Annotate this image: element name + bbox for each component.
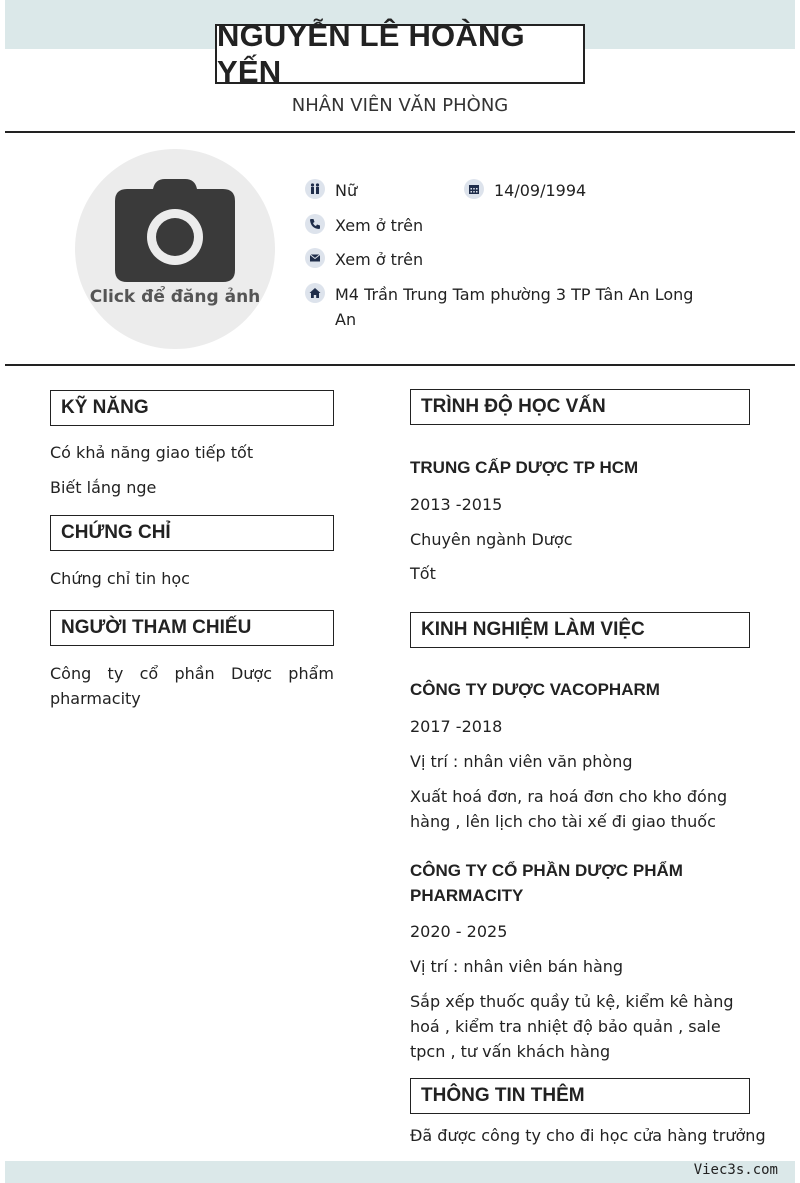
references-heading [50, 610, 334, 646]
additional-title: THÔNG TIN THÊM [421, 1085, 585, 1106]
phone-icon [305, 214, 325, 234]
additional-text: Đã được công ty cho đi học cửa hàng trưởng [410, 1126, 766, 1145]
skill-item: Biết lắng nge [50, 478, 157, 497]
address-row [305, 282, 695, 332]
education-title: TRÌNH ĐỘ HỌC VẤN [421, 396, 606, 417]
experience-title: KINH NGHIỆM LÀM VIỆC [421, 619, 645, 640]
camera-icon [115, 177, 235, 282]
job-description: Sắp xếp thuốc quầy tủ kệ, kiểm kê hàng hoá , kiểm tra nhiệt độ bảo quản , sale tpcn , tư vấn khách hàng [410, 992, 734, 1061]
education-grade: Tốt [410, 564, 436, 583]
job-period: 2020 - 2025 [410, 922, 508, 941]
footer-band [5, 1161, 795, 1183]
job-position: Vị trí : nhân viên bán hàng [410, 957, 624, 976]
email-value: Xem ở trên [335, 250, 424, 269]
education-major: Chuyên ngành Dược [410, 530, 573, 549]
footer-brand: Viec3s.com [693, 1162, 778, 1178]
phone-value: Xem ở trên [335, 216, 424, 235]
full-name: NGUYỄN LÊ HOÀNG YẾN [217, 18, 525, 89]
job-company: CÔNG TY CỔ PHẦN DƯỢC PHẨM PHARMACITY [410, 861, 683, 905]
certificates-title: CHỨNG CHỈ [61, 522, 171, 543]
gender-value: Nữ [335, 181, 358, 200]
additional-heading [410, 1078, 750, 1114]
photo-upload-label: Click để đăng ảnh [89, 287, 261, 307]
birthdate-value: 14/09/1994 [494, 181, 587, 200]
experience-heading [410, 612, 750, 648]
envelope-icon [305, 248, 325, 268]
divider-middle [5, 364, 795, 366]
birthdate-row [464, 178, 586, 203]
job-company: CÔNG TY DƯỢC VACOPHARM [410, 680, 660, 699]
education-heading [410, 389, 750, 425]
address-value: M4 Trần Trung Tam phường 3 TP Tân An Long An [335, 285, 694, 329]
job-description: Xuất hoá đơn, ra hoá đơn cho kho đóng hàng , lên lịch cho tài xế đi giao thuốc [410, 787, 728, 831]
job-title: NHÂN VIÊN VĂN PHÒNG [291, 95, 509, 116]
certificates-heading [50, 515, 334, 551]
skills-heading [50, 390, 334, 426]
home-icon [305, 283, 325, 303]
references-title: NGƯỜI THAM CHIẾU [61, 617, 252, 638]
job-position: Vị trí : nhân viên văn phòng [410, 752, 633, 771]
name-box [215, 18, 585, 89]
photo-upload[interactable] [75, 149, 275, 349]
skill-item: Có khả năng giao tiếp tốt [50, 443, 254, 462]
skills-title: KỸ NĂNG [61, 397, 149, 418]
email-row [305, 247, 423, 272]
gender-icon [305, 179, 325, 199]
certificate-item: Chứng chỉ tin học [50, 569, 190, 588]
education-period: 2013 -2015 [410, 495, 503, 514]
job-period: 2017 -2018 [410, 717, 503, 736]
gender-row [305, 178, 357, 203]
calendar-icon [464, 179, 484, 199]
divider-top [5, 131, 795, 133]
education-school: TRUNG CẤP DƯỢC TP HCM [410, 458, 639, 477]
phone-row [305, 213, 423, 238]
reference-item: Công ty cổ phần Dược phẩm pharmacity [50, 664, 334, 708]
